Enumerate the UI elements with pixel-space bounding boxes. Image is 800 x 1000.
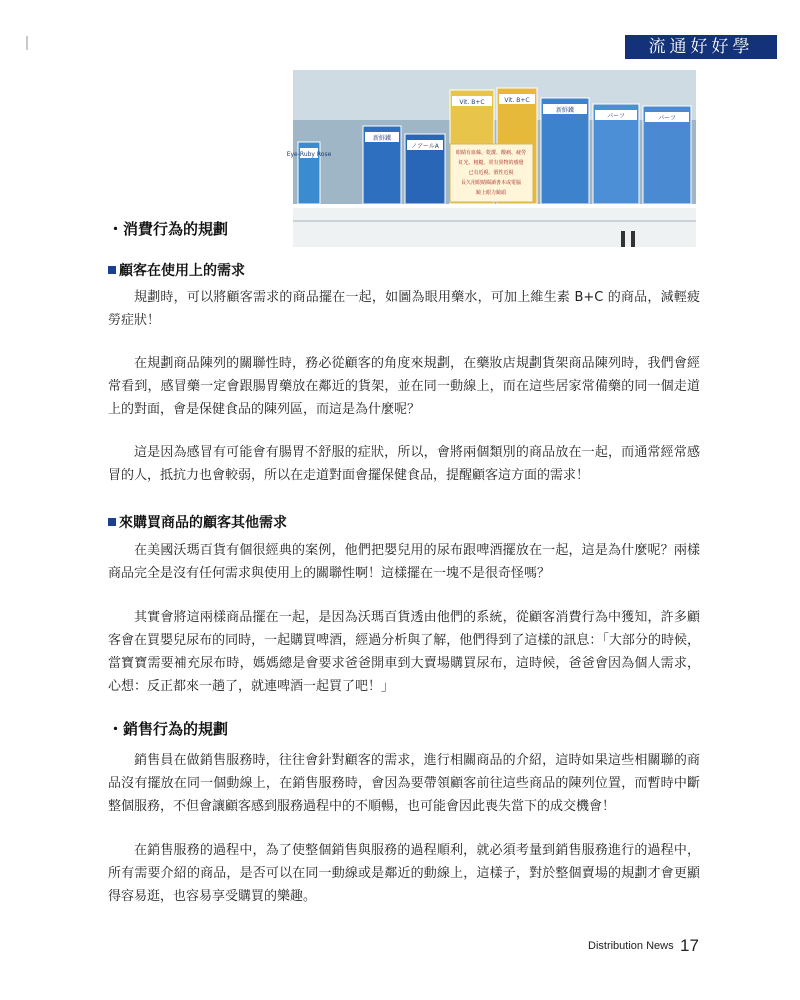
- promo-line: 紅光、粗糙、常有異物的感覺: [458, 160, 524, 166]
- package-title: Eye-Ruby Rose: [286, 151, 332, 158]
- pharmacy-shelf-photo: [286, 70, 696, 247]
- corner-mark: [26, 36, 28, 50]
- paragraph: 在美國沃瑪百貨有個很經典的案例，他們把嬰兒用的尿布跟啤酒擺放在一起，這是為什麼呢？兩樣商品完全是沒有任何需求與使用上的關聯性啊！這樣擺在一塊不是很奇怪嗎？: [108, 543, 700, 581]
- page-number: 17: [680, 936, 699, 955]
- square-bullet-icon: [108, 266, 116, 274]
- promo-line: 長久用眼睛閱讀書本或電腦: [460, 180, 522, 186]
- package-title: ノアールA: [411, 143, 439, 150]
- paragraph: 其實會將這兩樣商品擺在一起，是因為沃瑪百貨透由他們的系統，從顧客消費行為中獲知，許多顧客會在買嬰兒尿布的同時，一起購買啤酒，經過分析與了解，他們得到了這樣的訊息：「大部分的時候，當寶寶需要補充尿布時，媽媽總是會要求爸爸開車到大賣場購買尿布，這時候，爸爸會因為個人需求，心想：反正都來一趟了，就連啤酒一起買了吧！」: [108, 610, 700, 694]
- promo-line: 鏡上眼力鏡頭: [475, 190, 507, 196]
- package-title: パーフ: [607, 113, 625, 120]
- product-package: [541, 98, 589, 204]
- paragraph: 在規劃商品陳列的關聯性時，務必從顧客的角度來規劃，在藥妝店規劃貨架商品陳列時，我們會經常看到，感冒藥一定會跟腸胃藥放在鄰近的貨架，並在同一動線上，而在這些居家常備藥的同一個走道上的對面，會是保健食品的陳列區，而這是為什麼呢？: [108, 356, 700, 417]
- section-heading-consumption: ・消費行為的規劃: [108, 220, 229, 238]
- package-title: 新鮮鐵: [555, 107, 575, 114]
- product-package: [363, 126, 401, 204]
- square-bullet-icon: [108, 518, 116, 526]
- section-heading-sales: ・銷售行為的規劃: [108, 720, 229, 738]
- paragraph: 銷售員在做銷售服務時，往往會針對顧客的需求，進行相關商品的介紹，這時如果這些相關聯的商品沒有擺放在同一個動線上，在銷售服務時，會因為要帶領顧客前往這些商品的陳列位置，而暫時中斷整個服務，不但會讓顧客感到服務過程中的不順暢，也可能會因此喪失當下的成交機會！: [108, 753, 700, 814]
- paragraph: 在銷售服務的過程中，為了使整個銷售與服務的過程順利，就必須考量到銷售服務進行的過程中，所有需要介紹的商品，是否可以在同一動線或是鄰近的動線上，這樣子，對於整個賣場的規劃才會更顯得容易逛，也容易享受購買的樂趣。: [108, 843, 700, 904]
- promo-line: 已有近視、假性近視: [468, 170, 514, 176]
- publication-name: Distribution News: [588, 940, 674, 952]
- subheading-usage-needs: 顧客在使用上的需求: [108, 260, 245, 280]
- package-title: Vit. B+C: [504, 97, 530, 104]
- package-title: 新鮮鐵: [372, 135, 392, 142]
- product-package: [593, 104, 639, 204]
- promo-line: 眼睛有血絲、乾澀、酸痛、疲勞: [455, 150, 527, 156]
- paragraph: 這是因為感冒有可能會有腸胃不舒服的症狀，所以，會將兩個類別的商品放在一起，而通常經常感冒的人，抵抗力也會較弱，所以在走道對面會擺保健食品，提醒顧客這方面的需求！: [108, 445, 700, 483]
- product-package: [643, 106, 691, 204]
- series-title-badge: 流通好好學: [625, 35, 777, 59]
- package-title: パーフ: [658, 115, 676, 122]
- paragraph: 規劃時，可以將顧客需求的商品擺在一起，如圖為眼用藥水，可加上維生素 B+C 的商品，減輕疲勞症狀！: [108, 290, 700, 328]
- subheading-other-needs: 來購買商品的顧客其他需求: [108, 512, 287, 532]
- product-package: [405, 134, 445, 204]
- package-title: Vit. B+C: [459, 99, 485, 106]
